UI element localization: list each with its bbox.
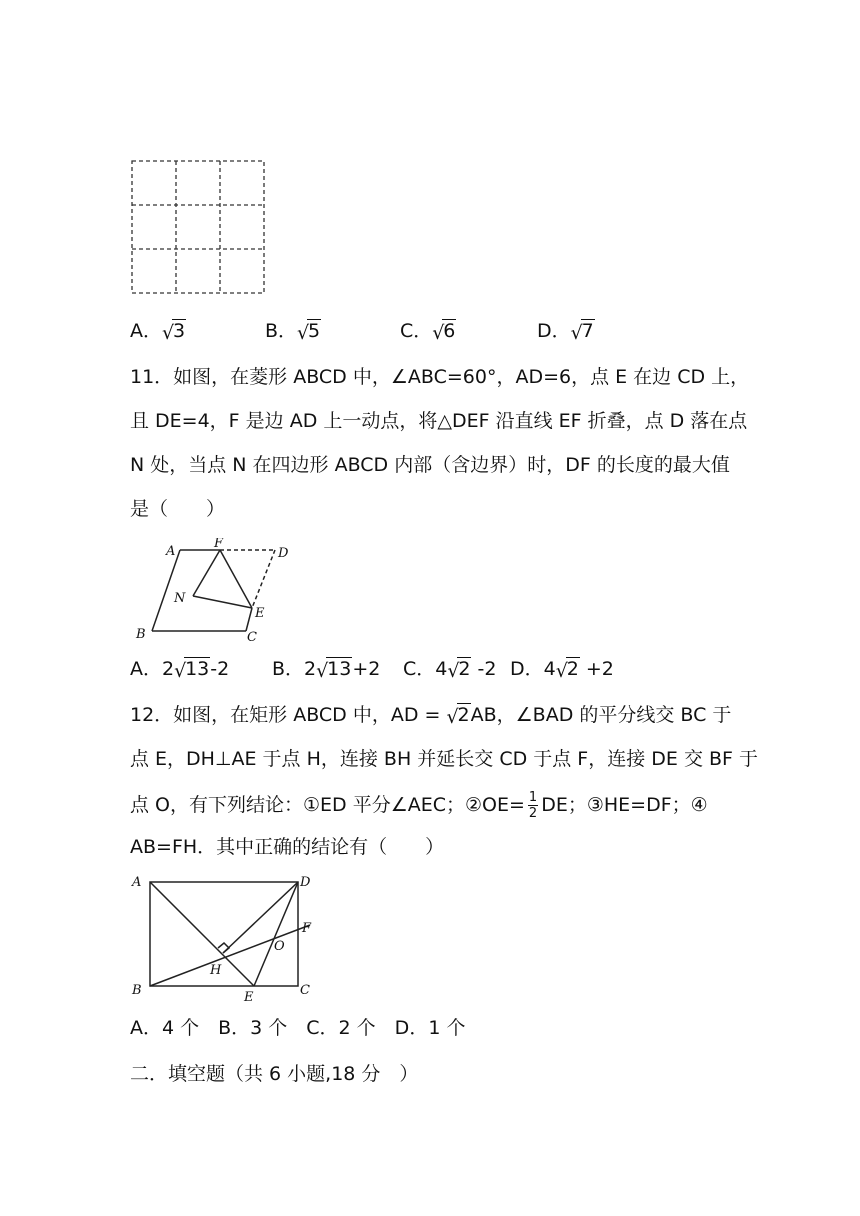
q10-option-d: D． √ 7 [537, 320, 594, 344]
q12-line-2: 点 E，DH⊥AE 于点 H，连接 BH 并延长交 CD 于点 F，连接 DE 交 BF 于 [130, 748, 758, 770]
q11-label-d: D [278, 546, 289, 561]
q11-option-b: B．2 √ 13+2 [272, 658, 381, 682]
q12-options: A．4 个 B．3 个 C．2 个 D．1 个 [130, 1017, 466, 1039]
q11-line-2: 且 DE=4，F 是边 AD 上一动点，将△DEF 沿直线 EF 折叠，点 D 落在点 [130, 410, 748, 432]
q10-option-a: A． √ 3 [130, 320, 186, 344]
q11-line-3: N 处，当点 N 在四边形 ABCD 内部（含边界）时，DF 的长度的最大值 [130, 454, 730, 476]
q11-label-c: C [247, 630, 257, 645]
q12-label-f: F [302, 921, 312, 936]
q12-label-e: E [244, 990, 254, 1005]
q12-label-d: D [300, 875, 311, 890]
q12-label-h: H [210, 963, 222, 978]
q11-label-e: E [255, 606, 265, 621]
section-2-heading: 二．填空题（共 6 小题,18 分 ） [130, 1063, 419, 1085]
q12-line-4: AB=FH．其中正确的结论有（ ） [130, 836, 445, 858]
q11-option-a: A．2 √ 13-2 [130, 658, 230, 682]
q11-line-1: 11．如图，在菱形 ABCD 中，∠ABC=60°，AD=6，点 E 在边 CD 上， [130, 366, 750, 388]
q12-label-o: O [274, 939, 285, 954]
q12-label-b: B [132, 983, 142, 998]
q11-label-n: N [174, 591, 186, 606]
q11-option-c: C．4 √ 2 -2 [403, 658, 497, 682]
q11-label-f: F [214, 538, 224, 551]
q10-option-b: B． √ 5 [265, 320, 321, 344]
q11-line-4: 是（ ） [130, 498, 226, 520]
q12-line-1: 12．如图，在矩形 ABCD 中，AD = √ 2AB，∠BAD 的平分线交 BC 于 [130, 704, 732, 728]
q11-rhombus-figure [128, 538, 300, 646]
q12-label-c: C [300, 983, 310, 998]
q11-label-a: A [166, 544, 176, 559]
q11-option-d: D．4 √ 2 +2 [510, 658, 614, 682]
q10-grid-figure [128, 157, 270, 299]
q12-line-3: 点 O，有下列结论：①ED 平分∠AEC；②OE= $\frac{1}{2}$ DE；③HE=DF；④ [130, 790, 708, 821]
q12-fraction: $\frac{1}{2}$ [528, 790, 538, 821]
q11-label-b: B [136, 627, 146, 642]
q12-rectangle-figure [128, 870, 324, 1008]
q12-label-a: A [132, 875, 142, 890]
q10-option-c: C． √ 6 [400, 320, 456, 344]
